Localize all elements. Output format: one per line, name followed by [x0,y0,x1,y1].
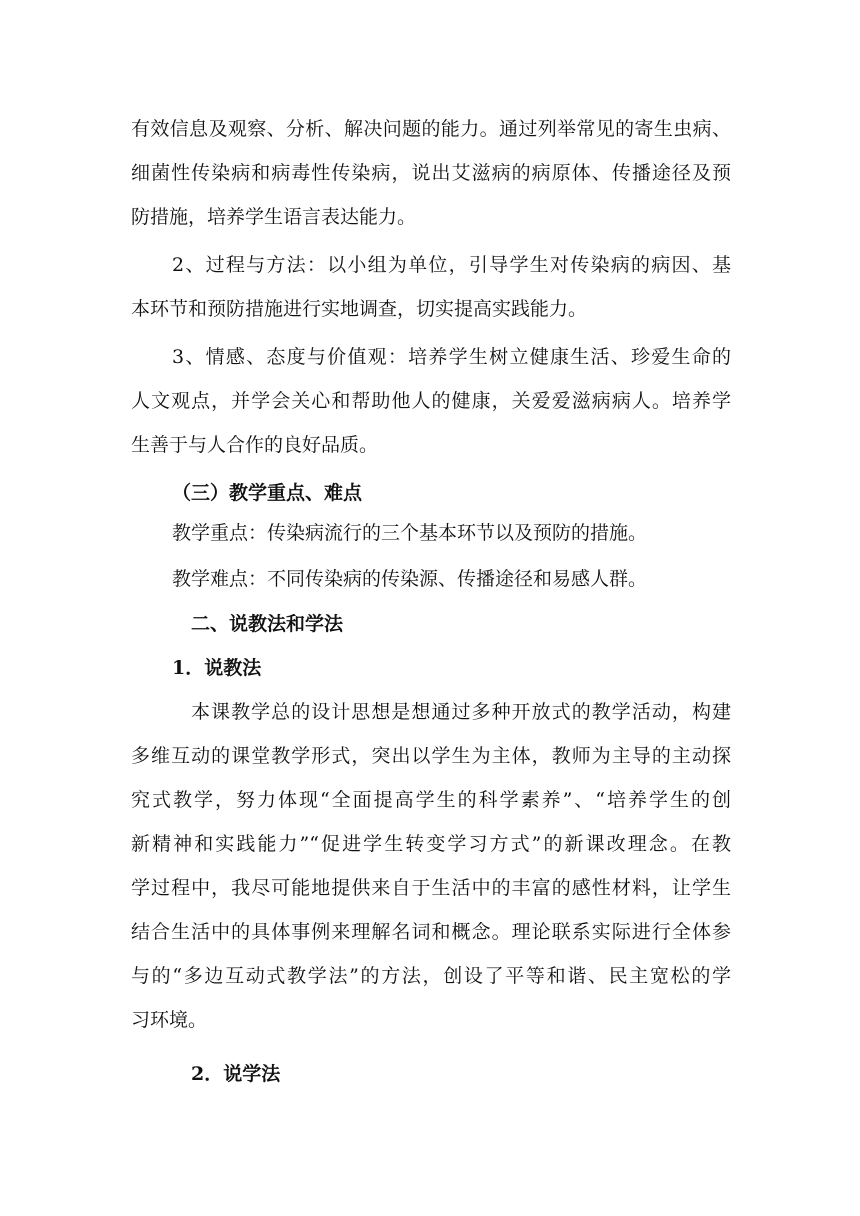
text-line: 教学难点：不同传染病的传染源、传播途径和易感人群。 [172,568,648,590]
text-line: 学过程中，我尽可能地提供来自于生活中的丰富的感性材料，让学生 [131,877,731,899]
text-line: 有效信息及观察、分析、解决问题的能力。通过列举常见的寄生虫病、 [131,118,731,140]
text-line: 新精神和实践能力”“促进学生转变学习方式”的新课改理念。在教 [131,833,731,855]
text-line: 教学重点：传染病流行的三个基本环节以及预防的措施。 [172,522,648,544]
text-line: 生善于与人合作的良好品质。 [131,434,379,456]
text-line: 细菌性传染病和病毒性传染病，说出艾滋病的病原体、传播途径及预 [131,162,731,184]
text-line: 防措施，培养学生语言表达能力。 [131,206,417,228]
text-line: 3、情感、态度与价值观：培养学生树立健康生活、珍爱生命的 [172,346,731,368]
text-line: 本环节和预防措施进行实地调查，切实提高实践能力。 [131,298,588,320]
subsection-heading: 1．说教法 [172,657,262,679]
section-heading: （三）教学重点、难点 [172,482,363,504]
text-line: 习环境。 [131,1009,208,1031]
text-line: 多维互动的课堂教学形式，突出以学生为主体，教师为主导的主动探 [131,745,731,767]
text-line: 本课教学总的设计思想是想通过多种开放式的教学活动，构建 [191,701,731,723]
text-line: 与的“多边互动式教学法”的方法，创设了平等和谐、民主宽松的学 [131,965,731,987]
section-heading: 二、说教法和学法 [191,613,344,635]
subsection-heading: 2．说学法 [191,1063,281,1085]
text-line: 2、过程与方法：以小组为单位，引导学生对传染病的病因、基 [172,254,731,276]
text-line: 人文观点，并学会关心和帮助他人的健康，关爱爱滋病病人。培养学 [131,390,731,412]
text-line: 结合生活中的具体事例来理解名词和概念。理论联系实际进行全体参 [131,921,731,943]
text-line: 究式教学，努力体现“全面提高学生的科学素养”、“培养学生的创 [131,789,731,811]
